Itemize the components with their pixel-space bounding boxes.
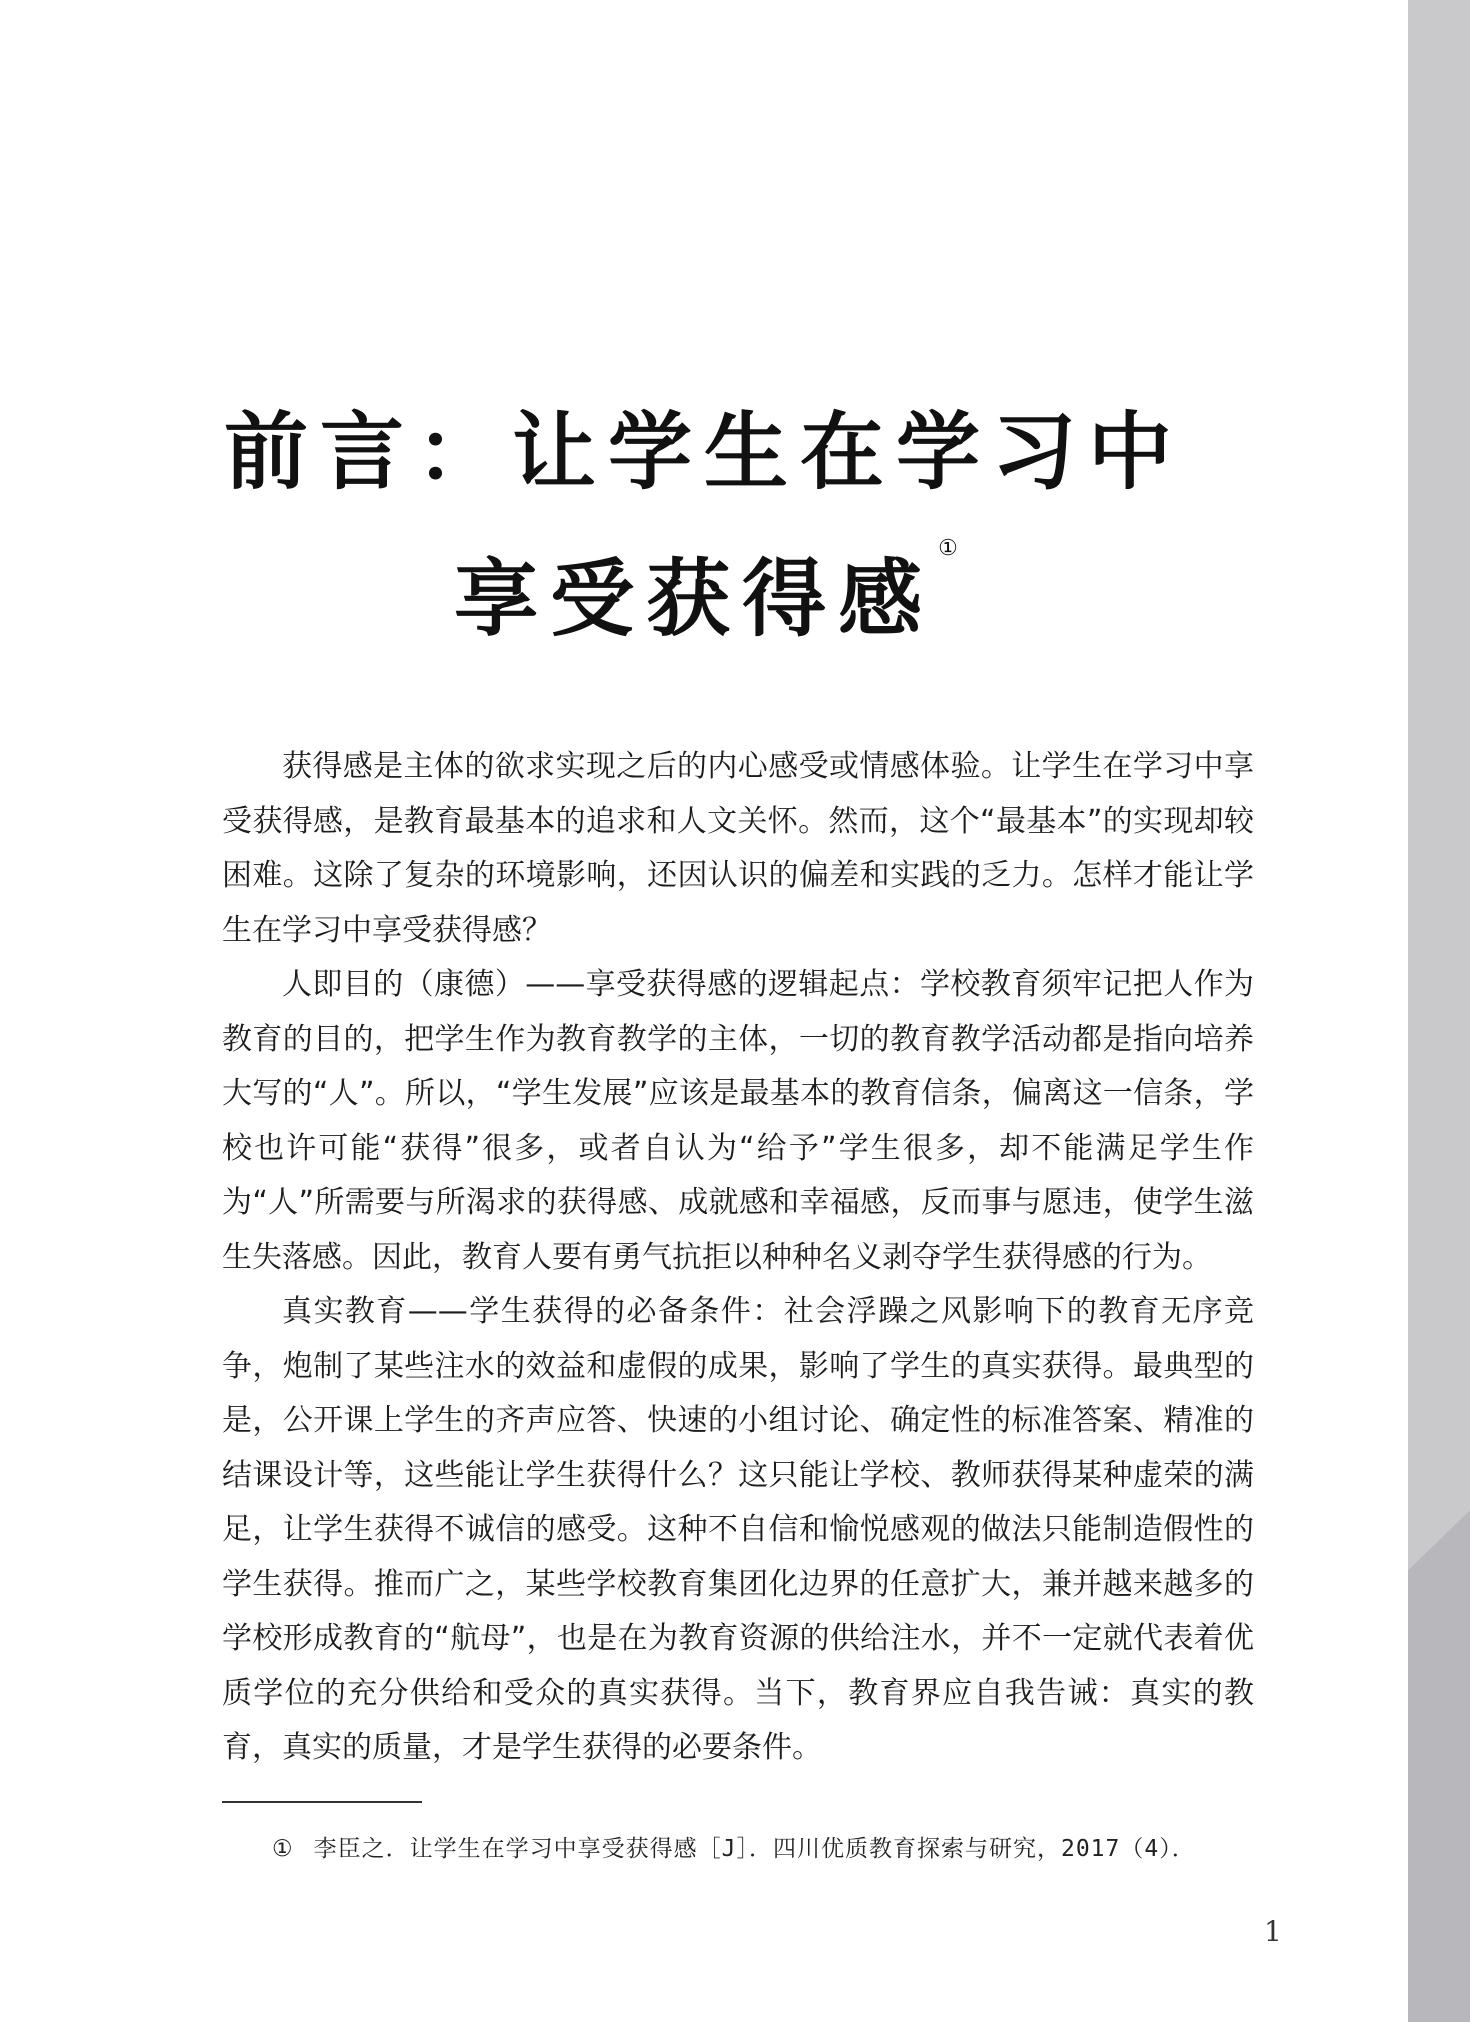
footnote-text: 李臣之．让学生在学习中享受获得感［J］．四川优质教育探索与研究，2017（4）． — [313, 1836, 1196, 1862]
footnote-marker: ① — [272, 1836, 294, 1862]
page-title-line-1: 前言：让学生在学习中 — [223, 402, 1184, 501]
title-footnote-marker[interactable]: ① — [938, 536, 958, 561]
footnote-divider — [222, 1801, 422, 1803]
footnote — [272, 1830, 1272, 1863]
paragraph-2: 人即目的（康德）——享受获得感的逻辑起点：学校教育须牢记把人作为教育的目的，把学生作为教育教学的主体，一切的教育教学活动都是指向培养大写的“人”。所以，“学生发展”应该是最基本的教育信条，偏离这一信条，学校也许可能“获得”很多，或者自认为“给予”学生很多，却不能满足学生作为“人”所需要与所渴求的获得感、成就感和幸福感，反而事与愿违，使学生滋生失落感。因此，教育人要有勇气抗拒以种种名义剥夺学生获得感的行为。 — [222, 967, 1254, 1275]
page-title-line-2 — [0, 532, 1408, 653]
page-edge-notch — [1408, 0, 1470, 2022]
page-number: 1 — [1264, 1915, 1282, 1948]
page-title-line-2-text: 享受获得感 — [454, 549, 935, 648]
paragraph-3: 真实教育——学生获得的必备条件：社会浮躁之风影响下的教育无序竞争，炮制了某些注水的效益和虚假的成果，影响了学生的真实获得。最典型的是，公开课上学生的齐声应答、快速的小组讨论、确定性的标准答案、精准的结课设计等，这些能让学生获得什么？这只能让学校、教师获得某种虚荣的满足，让学生获得不诚信的感受。这种不自信和愉悦感观的做法只能制造假性的学生获得。推而广之，某些学校教育集团化边界的任意扩大，兼并越来越多的学校形成教育的“航母”，也是在为教育资源的供给注水，并不一定就代表着优质学位的充分供给和受众的真实获得。当下，教育界应自我告诫：真实的教育，真实的质量，才是学生获得的必要条件。 — [222, 1294, 1254, 1765]
paragraph-1: 获得感是主体的欲求实现之后的内心感受或情感体验。让学生在学习中享受获得感，是教育最基本的追求和人文关怀。然而，这个“最基本”的实现却较困难。这除了复杂的环境影响，还因认识的偏差和实践的乏力。怎样才能让学生在学习中享受获得感？ — [222, 749, 1254, 948]
body-text — [222, 740, 1254, 1776]
